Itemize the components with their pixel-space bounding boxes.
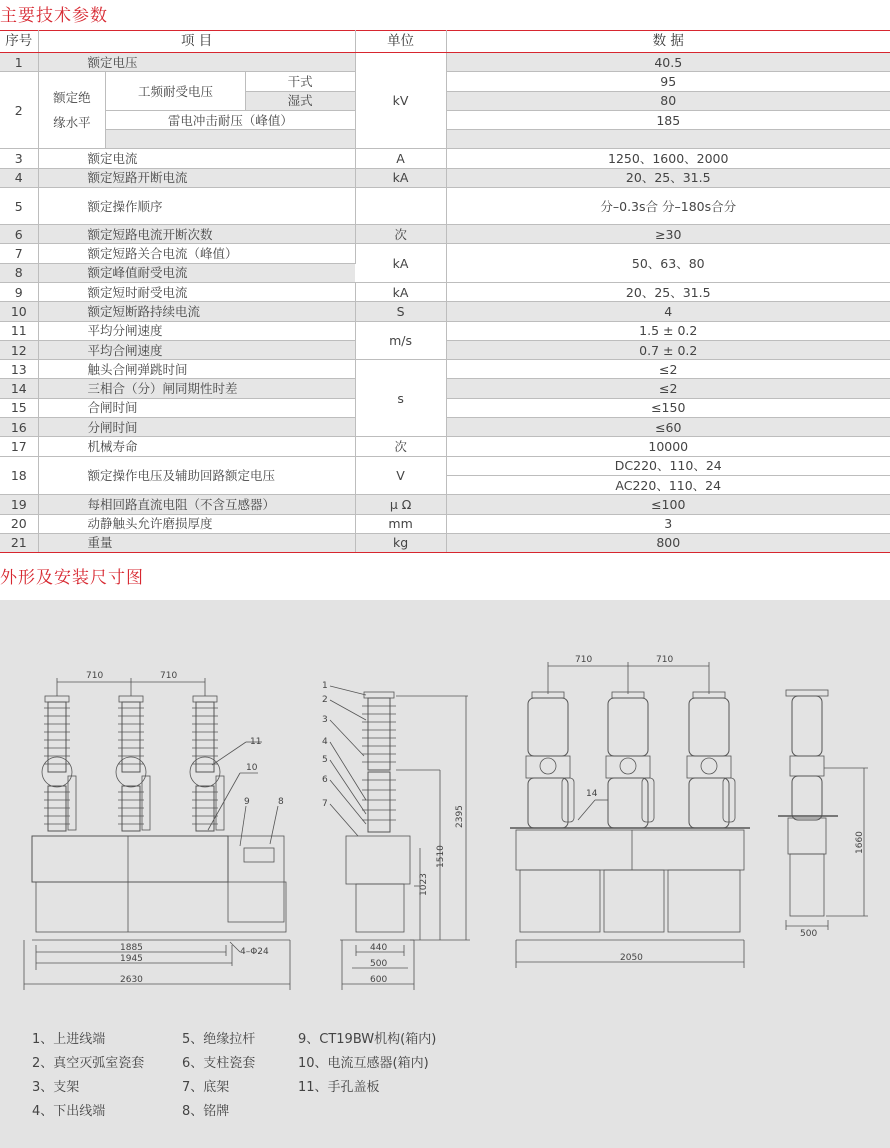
- row-value: 50、63、80: [446, 244, 890, 283]
- row-item: 触头合闸弹跳时间: [38, 360, 355, 379]
- callout-number: 14: [586, 789, 598, 799]
- row-value: 800: [446, 533, 890, 552]
- row-item: 额定操作电压及辅助回路额定电压: [38, 456, 355, 495]
- header-item: 项 目: [38, 31, 355, 53]
- row-item: 重量: [38, 533, 355, 552]
- row-item: 平均分闸速度: [38, 321, 355, 340]
- row-value: 1.5 ± 0.2: [446, 321, 890, 340]
- row-unit: m/s: [355, 321, 446, 360]
- row-value: ≥30: [446, 225, 890, 244]
- dimension-labels: [86, 655, 865, 985]
- row-value: 95: [446, 72, 890, 91]
- row-item: 合闸时间: [38, 398, 355, 417]
- row-value: DC220、110、24: [446, 456, 890, 475]
- row-unit: 次: [355, 437, 446, 456]
- row-item: 额定短时耐受电流: [38, 282, 355, 301]
- dim-text: 440: [370, 943, 388, 953]
- row-item: 额定短路电流开断次数: [38, 225, 355, 244]
- row-no: 1: [0, 53, 38, 72]
- table-row: [0, 168, 890, 187]
- row-item: 三相合（分）闸同期性时差: [38, 379, 355, 398]
- row-value: 185: [446, 110, 890, 129]
- legend-item: 9、CT19BW机构(箱内): [298, 1032, 437, 1047]
- dimension-drawing: [0, 600, 890, 1148]
- side-view-2: [778, 690, 868, 930]
- row-value: 20、25、31.5: [446, 168, 890, 187]
- row-value: 0.7 ± 0.2: [446, 340, 890, 359]
- header-no: 序号: [0, 31, 38, 53]
- row-value: ≤2: [446, 379, 890, 398]
- dim-text: 1023: [419, 873, 429, 896]
- row-no: 7: [0, 244, 38, 263]
- dim-text: 2395: [455, 805, 465, 828]
- dim-text: 500: [800, 929, 818, 939]
- legend-item: 1、上进线端: [32, 1032, 106, 1047]
- callout-number: 3: [322, 715, 328, 725]
- row-value: 分–0.3s合 分–180s合分: [446, 188, 890, 225]
- row-unit: S: [355, 302, 446, 321]
- legend-item: 10、电流互感器(箱内): [298, 1056, 429, 1071]
- row-no: 17: [0, 437, 38, 456]
- row-no: 11: [0, 321, 38, 340]
- dim-text: 1945: [120, 954, 143, 964]
- row-no: 19: [0, 495, 38, 514]
- row-group: [38, 72, 106, 149]
- row-no: 16: [0, 418, 38, 437]
- pole: [42, 696, 76, 831]
- row-no: 8: [0, 263, 38, 282]
- callout-number: 4: [322, 737, 328, 747]
- dim-text: 1510: [436, 845, 446, 868]
- spec-section-title: 主要技术参数: [0, 6, 108, 26]
- side-view: [330, 686, 470, 990]
- row-value: AC220、110、24: [446, 475, 890, 494]
- row-no: 13: [0, 360, 38, 379]
- row-item: 额定操作顺序: [38, 188, 355, 225]
- dim-text: 2630: [120, 975, 143, 985]
- row-item: 额定峰值耐受电流: [38, 263, 355, 282]
- row-value: ≤100: [446, 495, 890, 514]
- row-unit: μ Ω: [355, 495, 446, 514]
- table-header-row: [0, 31, 890, 53]
- row-item: 额定短路关合电流（峰值）: [38, 244, 355, 263]
- row-no: 18: [0, 456, 38, 495]
- group-label-b: 缘水平: [53, 115, 91, 131]
- row-unit: s: [355, 360, 446, 437]
- row-unit: kA: [355, 168, 446, 187]
- table-row: [0, 495, 890, 514]
- legend-item: 11、手孔盖板: [298, 1080, 380, 1095]
- row-no: 9: [0, 282, 38, 301]
- dim-text: 710: [86, 671, 104, 681]
- row-item: 额定电流: [38, 149, 355, 168]
- table-row: [0, 321, 890, 340]
- drawing-section-title: 外形及安装尺寸图: [0, 568, 144, 588]
- callout-number: 1: [322, 681, 328, 691]
- row-no: 21: [0, 533, 38, 552]
- row-item: 工频耐受电压: [106, 72, 246, 111]
- row-value: 1250、1600、2000: [446, 149, 890, 168]
- row-unit: kA: [355, 244, 446, 283]
- row-value: 4: [446, 302, 890, 321]
- table-row: [0, 53, 890, 72]
- dim-text: 4–Φ24: [240, 947, 269, 957]
- row-item: 分闸时间: [38, 418, 355, 437]
- row-item: 平均合闸速度: [38, 340, 355, 359]
- dim-text: 600: [370, 975, 388, 985]
- table-row: [0, 188, 890, 225]
- spec-table: [0, 30, 890, 553]
- row-unit: mm: [355, 514, 446, 533]
- row-item: 额定电压: [38, 53, 355, 72]
- legend-item: 8、铭牌: [182, 1104, 230, 1119]
- front-view-2: [510, 662, 750, 968]
- table-row: [0, 437, 890, 456]
- legend-item: 3、支架: [32, 1080, 80, 1095]
- table-row: [0, 282, 890, 301]
- row-value: 40.5: [446, 53, 890, 72]
- callout-number: 6: [322, 775, 328, 785]
- row-item: 动静触头允许磨损厚度: [38, 514, 355, 533]
- row-subitem: 干式: [245, 72, 355, 91]
- front-view: [24, 678, 290, 990]
- callout-number: 7: [322, 799, 328, 809]
- dim-text: 710: [575, 655, 593, 665]
- row-item: 每相回路直流电阻（不含互感器）: [38, 495, 355, 514]
- row-item: 机械寿命: [38, 437, 355, 456]
- callout-number: 10: [246, 763, 258, 773]
- callout-number: 9: [244, 797, 250, 807]
- row-unit: kV: [355, 53, 446, 149]
- row-unit: A: [355, 149, 446, 168]
- table-row: [0, 244, 890, 263]
- dim-text: 2050: [620, 953, 643, 963]
- row-spacer: [106, 130, 355, 149]
- row-no: 15: [0, 398, 38, 417]
- legend-item: 2、真空灭弧室瓷套: [32, 1056, 145, 1071]
- table-row: [0, 514, 890, 533]
- table-row: [0, 149, 890, 168]
- row-value: 20、25、31.5: [446, 282, 890, 301]
- row-item: 额定短路开断电流: [38, 168, 355, 187]
- callout-number: 2: [322, 695, 328, 705]
- row-unit: 次: [355, 225, 446, 244]
- row-no: 10: [0, 302, 38, 321]
- table-row: [0, 533, 890, 552]
- header-unit: 单位: [355, 31, 446, 53]
- row-value: ≤2: [446, 360, 890, 379]
- pole: [526, 692, 574, 828]
- row-value: ≤60: [446, 418, 890, 437]
- legend-item: 5、绝缘拉杆: [182, 1032, 256, 1047]
- table-row: [0, 302, 890, 321]
- row-value: 3: [446, 514, 890, 533]
- legend-item: 7、底架: [182, 1080, 230, 1095]
- row-no: 6: [0, 225, 38, 244]
- group-label-a: 额定绝: [53, 90, 91, 106]
- row-no: 4: [0, 168, 38, 187]
- header-value: 数 据: [446, 31, 890, 53]
- row-no: 12: [0, 340, 38, 359]
- row-item: 雷电冲击耐压（峰值）: [106, 110, 355, 129]
- row-value: 80: [446, 91, 890, 110]
- row-unit: kA: [355, 282, 446, 301]
- callout-number: 8: [278, 797, 284, 807]
- callout-number: 11: [250, 737, 262, 747]
- dim-text: 710: [160, 671, 178, 681]
- row-item: 额定短断路持续电流: [38, 302, 355, 321]
- row-no: 20: [0, 514, 38, 533]
- row-unit: [355, 188, 446, 225]
- row-no: 5: [0, 188, 38, 225]
- row-no: 2: [0, 72, 38, 149]
- row-value: 10000: [446, 437, 890, 456]
- row-subitem: 湿式: [245, 91, 355, 110]
- row-no: 14: [0, 379, 38, 398]
- callout-number: 5: [322, 755, 328, 765]
- table-row: [0, 225, 890, 244]
- row-value: ≤150: [446, 398, 890, 417]
- row-spacer: [446, 130, 890, 149]
- row-no: 3: [0, 149, 38, 168]
- dim-text: 710: [656, 655, 674, 665]
- dim-text: 1885: [120, 943, 143, 953]
- row-unit: kg: [355, 533, 446, 552]
- table-row: [0, 360, 890, 379]
- row-unit: V: [355, 456, 446, 495]
- legend-item: 6、支柱瓷套: [182, 1056, 256, 1071]
- table-row: [0, 456, 890, 475]
- dim-text: 500: [370, 959, 388, 969]
- legend-item: 4、下出线端: [32, 1104, 106, 1119]
- dim-text: 1660: [855, 831, 865, 854]
